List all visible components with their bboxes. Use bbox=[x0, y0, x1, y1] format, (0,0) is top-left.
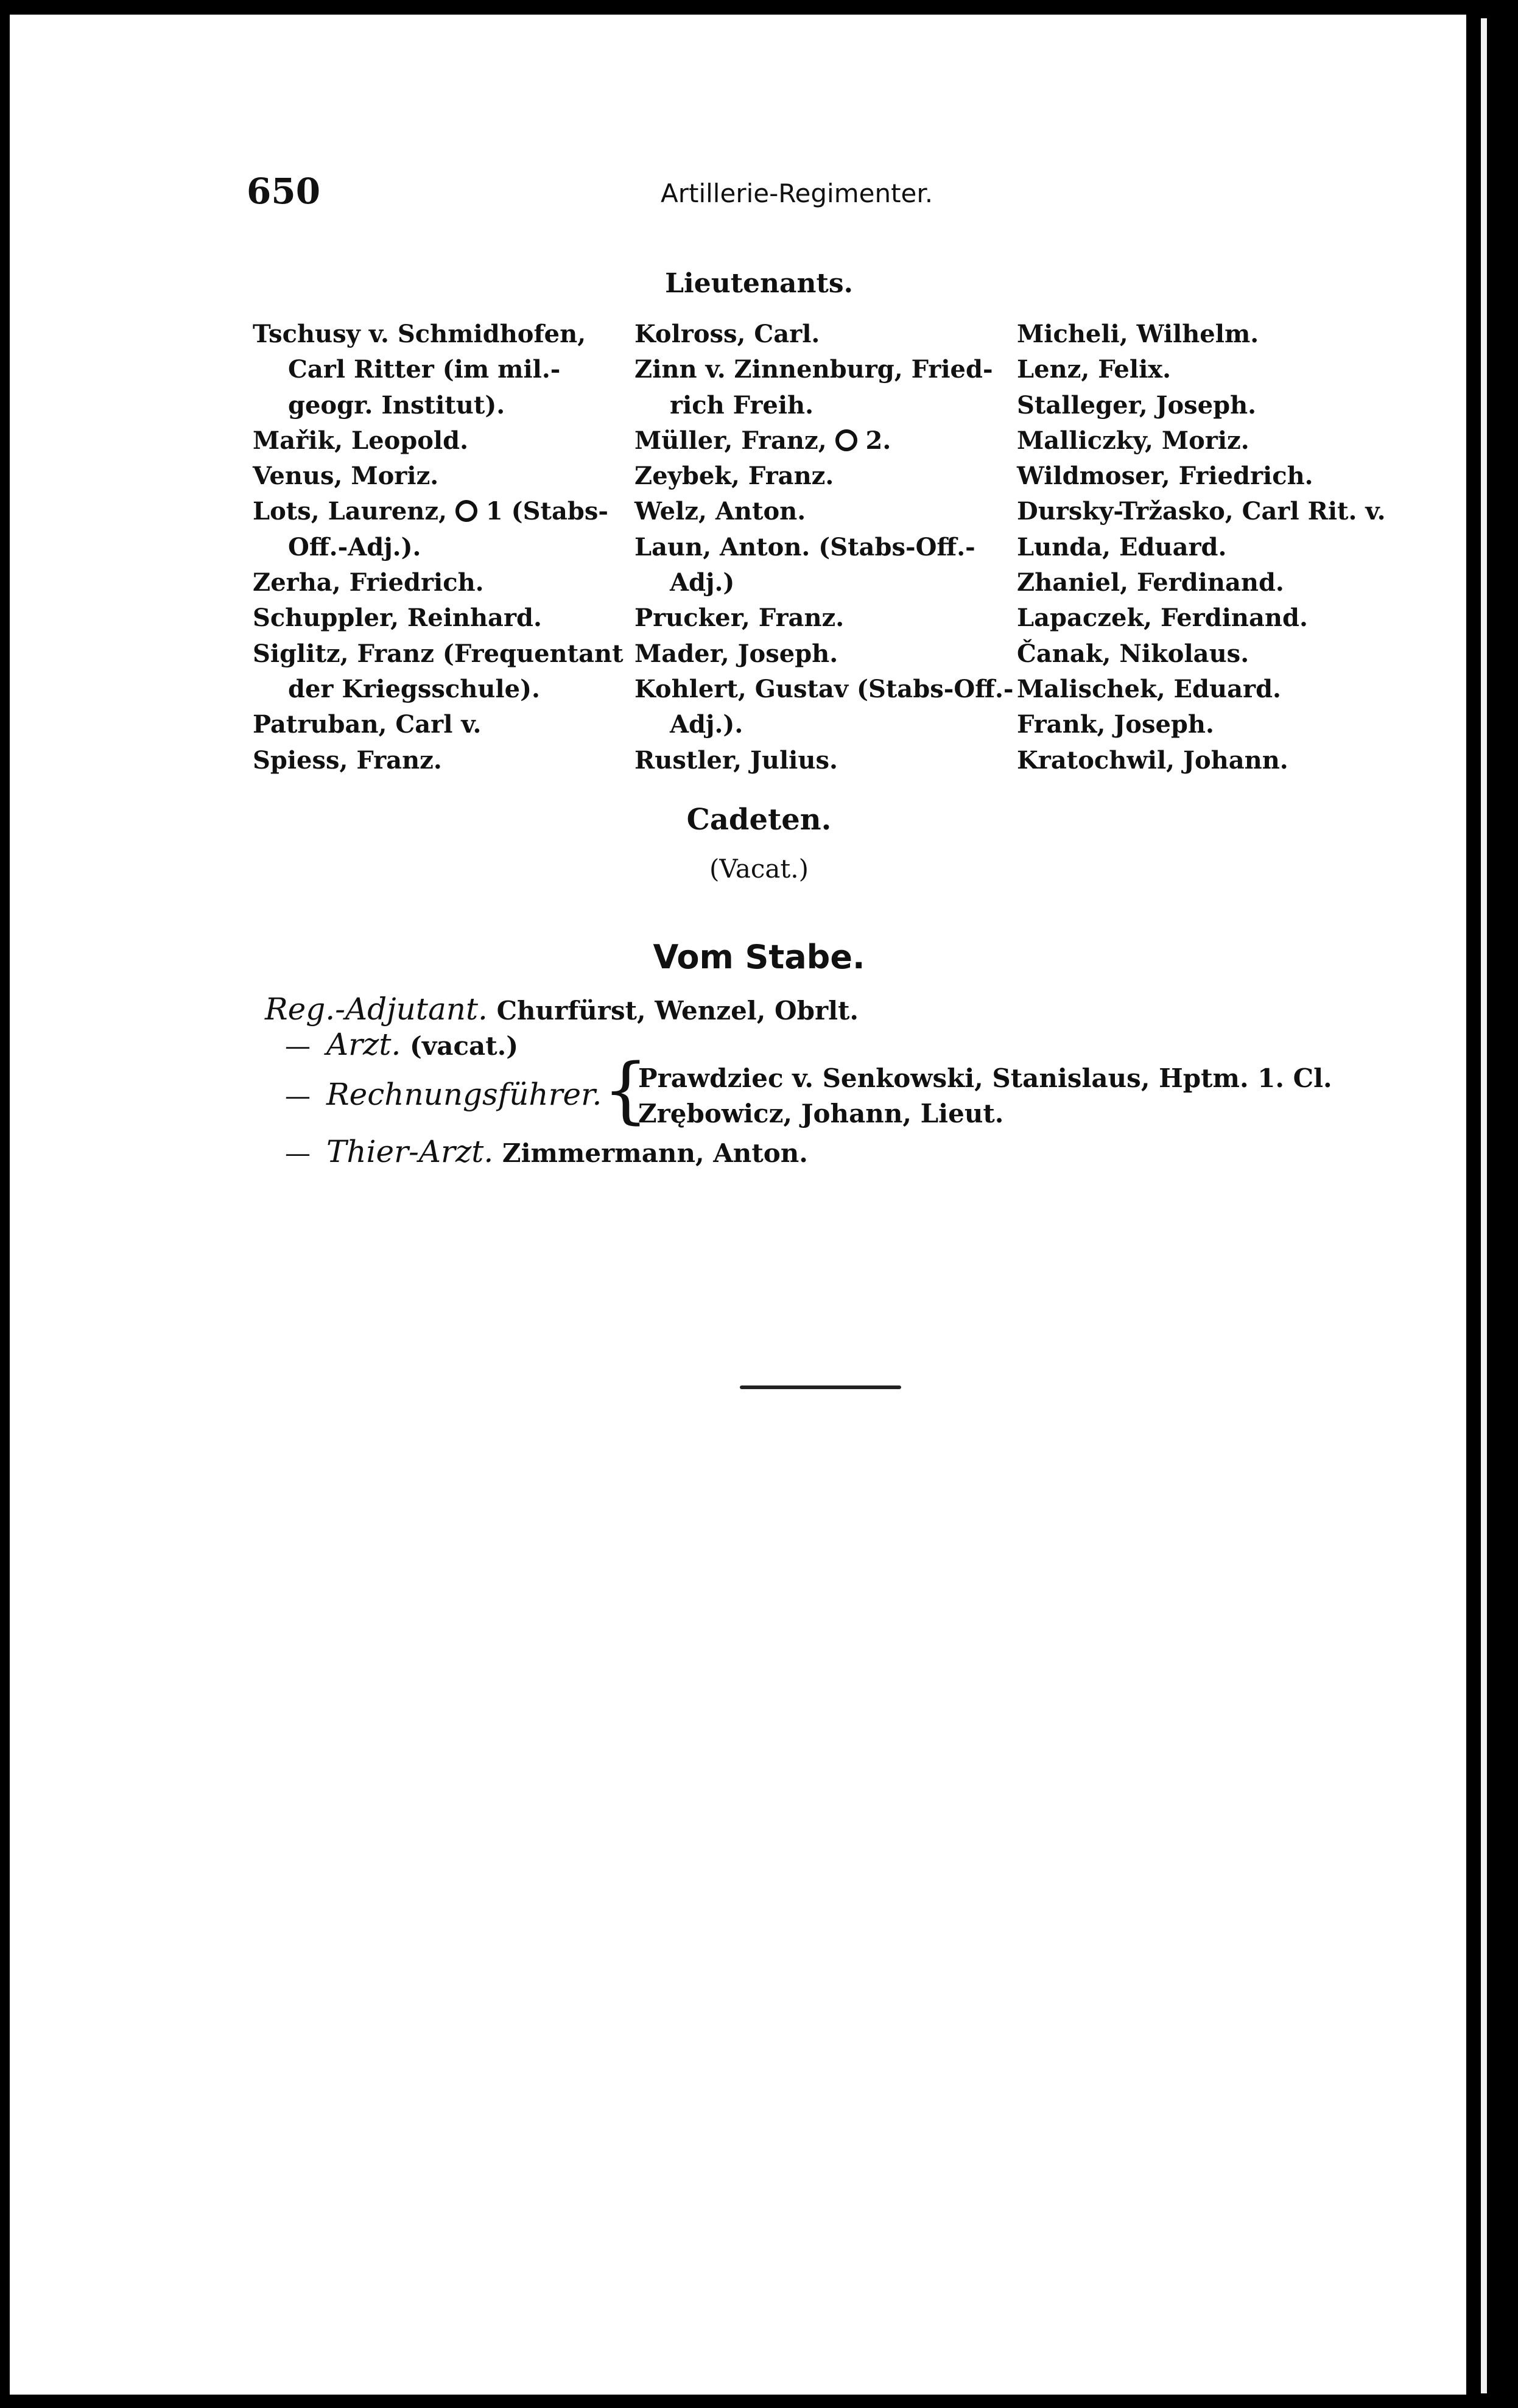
list-item: rich Freih. bbox=[670, 390, 814, 420]
list-item: Zerha, Friedrich. bbox=[253, 568, 484, 597]
list-item: Siglitz, Franz (Frequentant bbox=[253, 639, 624, 668]
list-item: Lapaczek, Ferdinand. bbox=[1017, 604, 1308, 633]
list-item: geogr. Institut). bbox=[288, 390, 505, 420]
page-edge bbox=[1481, 18, 1487, 2393]
staff-role: Reg.-Adjutant. bbox=[265, 991, 488, 1027]
list-item: Stalleger, Joseph. bbox=[1017, 390, 1257, 420]
staff-name: Zrębowicz, Johann, Lieut. bbox=[638, 1099, 1004, 1128]
staff-name: Zimmermann, Anton. bbox=[502, 1138, 808, 1168]
list-item: Patruban, Carl v. bbox=[253, 710, 482, 739]
cadeten-heading: Cadeten. bbox=[686, 803, 832, 837]
lieutenants-column-2 bbox=[634, 317, 1014, 778]
staff-row-arzt bbox=[285, 1027, 518, 1062]
list-item: Adj.) bbox=[670, 568, 735, 597]
list-item-text: Lots, Laurenz, bbox=[253, 497, 448, 526]
list-item: Kohlert, Gustav (Stabs-Off.- bbox=[634, 674, 1014, 703]
list-item: Čanak, Nikolaus. bbox=[1017, 639, 1249, 668]
list-item: Tschusy v. Schmidhofen, bbox=[253, 320, 586, 348]
list-item-text: 2. bbox=[865, 426, 891, 455]
list-item: der Kriegsschule). bbox=[288, 674, 540, 703]
list-item-text: Müller, Franz, bbox=[634, 426, 827, 455]
staff-name: Churfürst, Wenzel, Obrlt. bbox=[496, 996, 859, 1026]
list-item bbox=[253, 494, 612, 529]
lieutenants-column-3 bbox=[1017, 317, 1394, 778]
list-item: Spiess, Franz. bbox=[253, 745, 442, 775]
list-item: Wildmoser, Friedrich. bbox=[1017, 462, 1313, 491]
list-item: Rustler, Julius. bbox=[634, 745, 838, 775]
order-circle-icon bbox=[455, 500, 477, 522]
list-item: Mader, Joseph. bbox=[634, 639, 838, 668]
staff-row-adjutant bbox=[265, 991, 859, 1027]
list-item: Welz, Anton. bbox=[634, 497, 806, 526]
list-item: Zeybek, Franz. bbox=[634, 462, 834, 491]
end-ornament-rule bbox=[740, 1385, 901, 1389]
staff-name: Prawdziec v. Senkowski, Stanislaus, Hptm. 1. Cl. bbox=[638, 1063, 1332, 1093]
list-item: Lunda, Eduard. bbox=[1017, 532, 1227, 562]
staff-name: (vacat.) bbox=[409, 1031, 519, 1061]
list-item: Malliczky, Moriz. bbox=[1017, 426, 1249, 455]
list-item: Off.-Adj.). bbox=[288, 532, 421, 562]
staff-role: Thier-Arzt. bbox=[326, 1134, 494, 1169]
list-item-text: 1 (Stabs- bbox=[485, 497, 608, 526]
running-title: Artillerie-Regimenter. bbox=[661, 178, 933, 208]
list-item bbox=[634, 423, 994, 459]
list-item: Kolross, Carl. bbox=[634, 320, 820, 348]
list-item: Lenz, Felix. bbox=[1017, 355, 1172, 384]
list-item: Carl Ritter (im mil.- bbox=[288, 355, 561, 384]
lieutenants-heading: Lieutenants. bbox=[665, 268, 853, 299]
page-number: 650 bbox=[247, 171, 321, 212]
list-item: Malischek, Eduard. bbox=[1017, 674, 1281, 703]
staff-role: Rechnungsführer. bbox=[326, 1077, 602, 1112]
list-item: Mařik, Leopold. bbox=[253, 426, 469, 455]
list-item: Zinn v. Zinnenburg, Fried- bbox=[634, 355, 993, 384]
list-item: Prucker, Franz. bbox=[634, 604, 845, 633]
order-circle-icon bbox=[835, 429, 857, 451]
brace: { bbox=[603, 1047, 649, 1132]
list-item: Dursky-Tržasko, Carl Rit. v. bbox=[1017, 497, 1386, 526]
staff-row-rechnung-role bbox=[285, 1077, 602, 1112]
list-item: Frank, Joseph. bbox=[1017, 710, 1214, 739]
vom-stabe-heading: Vom Stabe. bbox=[653, 938, 865, 976]
list-item: Venus, Moriz. bbox=[253, 462, 439, 491]
cadeten-note: (Vacat.) bbox=[709, 854, 809, 884]
list-item: Micheli, Wilhelm. bbox=[1017, 320, 1259, 348]
staff-row-thierarzt bbox=[285, 1134, 808, 1169]
dash: — bbox=[285, 1081, 311, 1111]
list-item: Schuppler, Reinhard. bbox=[253, 604, 542, 633]
dash: — bbox=[285, 1138, 311, 1168]
lieutenants-column-1 bbox=[253, 317, 624, 778]
list-item: Laun, Anton. (Stabs-Off.- bbox=[634, 532, 975, 562]
list-item: Adj.). bbox=[670, 710, 743, 739]
list-item: Zhaniel, Ferdinand. bbox=[1017, 568, 1284, 597]
list-item: Kratochwil, Johann. bbox=[1017, 745, 1288, 775]
dash: — bbox=[285, 1031, 311, 1061]
staff-role: Arzt. bbox=[326, 1027, 401, 1062]
